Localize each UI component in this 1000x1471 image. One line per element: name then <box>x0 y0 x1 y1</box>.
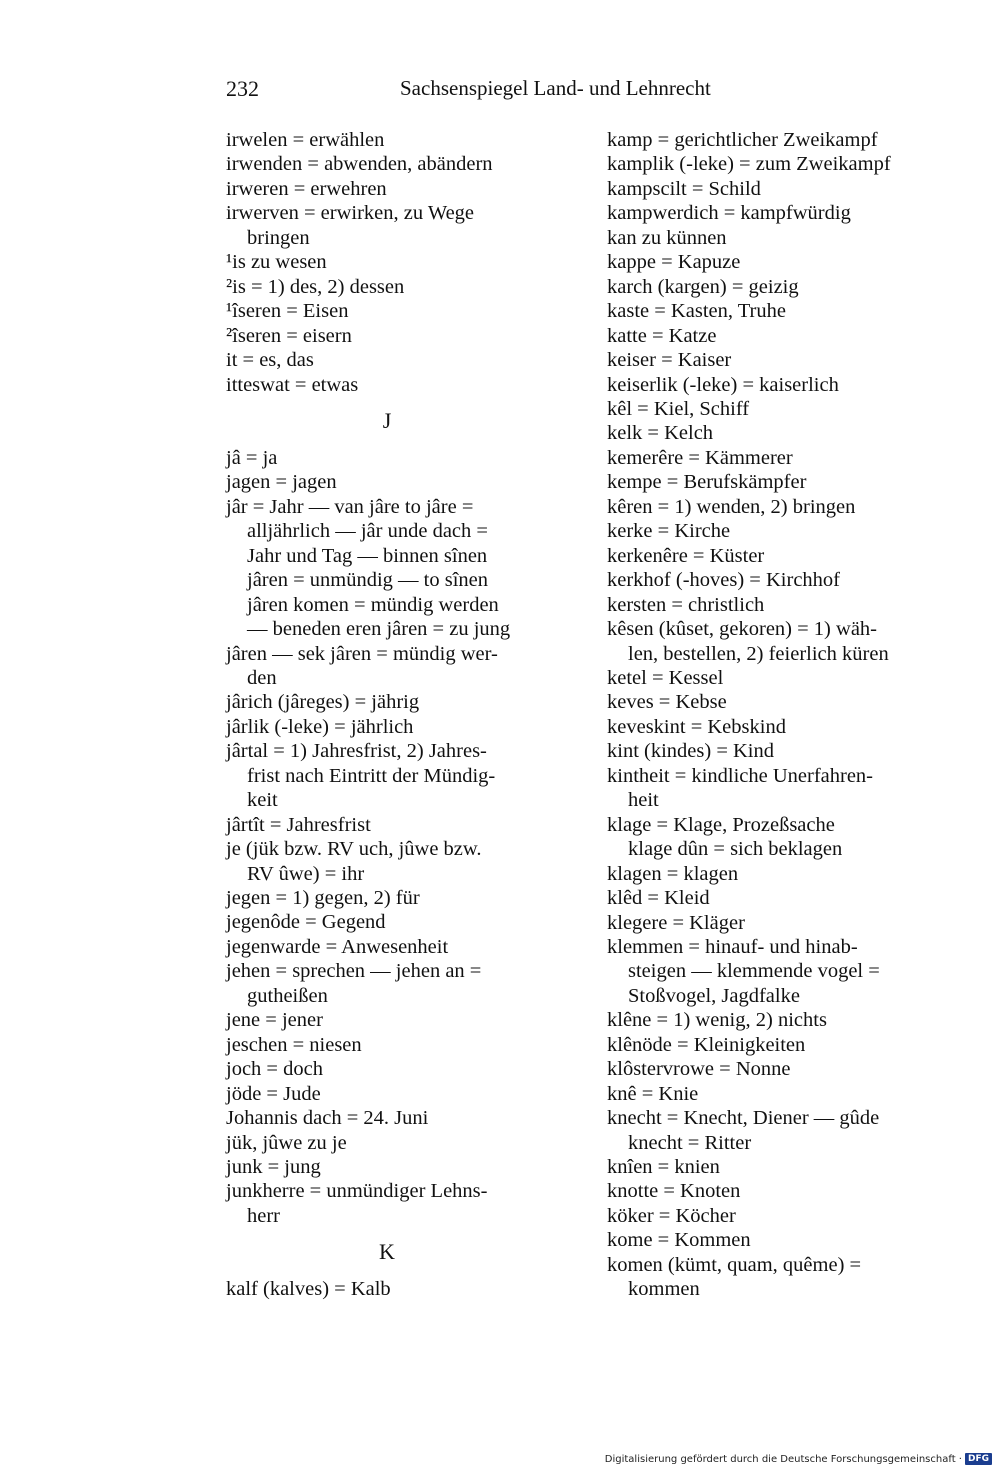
glossary-entry <box>607 373 929 397</box>
entry-line: irwenden = abwenden, abändern <box>226 153 493 176</box>
entry-line: it = es, das <box>226 349 314 372</box>
glossary-entry <box>607 911 929 935</box>
glossary-entry <box>226 1131 548 1155</box>
entry-continuation-line: bringen <box>247 226 310 249</box>
glossary-entry <box>226 373 548 397</box>
entry-line: kampwerdich = kampfwürdig <box>607 202 851 225</box>
entry-line: klagen = klagen <box>607 862 739 885</box>
glossary-entry <box>607 739 929 763</box>
entry-line: kêren = 1) wenden, 2) bringen <box>607 495 856 518</box>
entry-line: katte = Katze <box>607 324 717 347</box>
glossary-entry <box>226 886 548 910</box>
page-header <box>0 76 1000 110</box>
entry-line: klemmen = hinauf- und hinab- <box>607 935 858 958</box>
glossary-entry <box>607 544 929 568</box>
entry-line: junk = jung <box>226 1156 321 1179</box>
entry-line: kappe = Kapuze <box>607 251 741 274</box>
entry-line: irweren = erwehren <box>226 177 387 200</box>
glossary-entry <box>607 1033 929 1057</box>
glossary-entry <box>226 837 548 886</box>
entry-line: ²îseren = eisern <box>226 324 352 347</box>
left-column <box>226 128 548 1302</box>
entry-line: klênöde = Kleinigkeiten <box>607 1033 806 1056</box>
glossary-entry <box>226 470 548 494</box>
entry-line: jegen = 1) gegen, 2) für <box>226 887 420 910</box>
entry-line: kampscilt = Schild <box>607 177 761 200</box>
entry-line: jârtal = 1) Jahresfrist, 2) Jahres- <box>226 740 487 763</box>
glossary-entry <box>607 715 929 739</box>
entry-continuation-line: heit <box>628 789 659 812</box>
entry-line: ¹îseren = Eisen <box>226 300 349 323</box>
glossary-entry <box>607 152 929 176</box>
glossary-entry <box>607 201 929 225</box>
glossary-entry <box>226 715 548 739</box>
entry-line: karch (kargen) = geizig <box>607 275 799 298</box>
glossary-entry <box>607 617 929 666</box>
glossary-entry <box>226 324 548 348</box>
entry-line: kerke = Kirche <box>607 520 731 543</box>
glossary-entry <box>607 886 929 910</box>
entry-line: ¹is zu wesen <box>226 251 327 274</box>
glossary-entry <box>607 1155 929 1179</box>
entry-line: kerkhof (-hoves) = Kirchhof <box>607 569 840 592</box>
entry-line: kome = Kommen <box>607 1229 751 1252</box>
glossary-entry <box>226 739 548 812</box>
entry-line: klêne = 1) wenig, 2) nichts <box>607 1009 827 1032</box>
glossary-entry <box>226 935 548 959</box>
entry-line: klage = Klage, Prozeßsache <box>607 813 835 836</box>
glossary-entry <box>226 959 548 1008</box>
entry-line: keveskint = Kebskind <box>607 715 786 738</box>
entry-line: knê = Knie <box>607 1082 699 1105</box>
entry-line: kint (kindes) = Kind <box>607 740 775 763</box>
entry-continuation-line: frist nach Eintritt der Mündig- <box>247 764 496 787</box>
section-letter: K <box>379 1239 395 1265</box>
entry-line: komen (kümt, quam, quême) = <box>607 1253 862 1276</box>
entry-line: jârtît = Jahresfrist <box>226 813 371 836</box>
entry-line: keiserlik (-leke) = kaiserlich <box>607 373 839 396</box>
glossary-entry <box>226 910 548 934</box>
glossary-entry <box>607 1253 929 1302</box>
entry-line: jegenôde = Gegend <box>226 911 386 934</box>
glossary-entry <box>607 421 929 445</box>
entry-line: kamp = gerichtlicher Zweikampf <box>607 129 878 151</box>
glossary-entry <box>607 1228 929 1252</box>
glossary-entry <box>607 495 929 519</box>
entry-line: kelk = Kelch <box>607 422 714 445</box>
entry-continuation-line: kommen <box>628 1278 700 1301</box>
entry-line: jehen = sprechen — jehen an = <box>226 960 482 983</box>
entry-continuation-line: keit <box>247 789 278 812</box>
section-letter: J <box>382 407 392 433</box>
entry-continuation-line: jâren komen = mündig werden <box>247 593 499 616</box>
entry-line: klôstervrowe = Nonne <box>607 1058 791 1081</box>
entry-line: Johannis dach = 24. Juni <box>226 1107 429 1130</box>
dfg-logo: DFG <box>965 1453 992 1465</box>
glossary-entry <box>607 593 929 617</box>
glossary-entry <box>607 348 929 372</box>
glossary-entry <box>226 128 548 152</box>
entry-continuation-line: herr <box>247 1204 281 1227</box>
entry-continuation-line: Jahr und Tag — binnen sînen <box>247 544 488 567</box>
entry-continuation-line: alljährlich — jâr unde dach = <box>247 520 488 543</box>
entry-continuation-line: gutheißen <box>247 984 328 1007</box>
glossary-entry <box>226 348 548 372</box>
entry-line: jârich (jâreges) = jährig <box>226 691 420 714</box>
glossary-entry <box>607 1179 929 1203</box>
entry-line: jârlik (-leke) = jährlich <box>226 715 414 738</box>
glossary-entry <box>226 1277 548 1301</box>
glossary-entry <box>607 324 929 348</box>
entry-continuation-line: — beneden eren jâren = zu jung <box>247 618 511 641</box>
entry-continuation-line: RV ûwe) = ihr <box>247 862 365 885</box>
glossary-entry <box>607 862 929 886</box>
entry-line: jâ = ja <box>226 446 278 469</box>
entry-line: klêd = Kleid <box>607 887 710 910</box>
entry-line: kerkenêre = Küster <box>607 544 765 567</box>
entry-line: köker = Köcher <box>607 1204 736 1227</box>
entry-continuation-line: klage dûn = sich beklagen <box>628 838 843 861</box>
entry-line: jegenwarde = Anwesenheit <box>226 935 449 958</box>
glossary-entry <box>226 201 548 250</box>
glossary-entry <box>607 250 929 274</box>
glossary-entry <box>226 1179 548 1228</box>
entry-line: jük, jûwe zu je <box>226 1131 347 1154</box>
entry-line: knecht = Knecht, Diener — gûde <box>607 1107 880 1130</box>
entry-continuation-line: Stoßvogel, Jagdfalke <box>628 984 800 1007</box>
glossary-entry <box>226 177 548 201</box>
glossary-entry <box>226 250 548 274</box>
entry-line: knîen = knien <box>607 1156 720 1179</box>
entry-continuation-line: len, bestellen, 2) feierlich küren <box>628 642 889 665</box>
entry-line: jâren — sek jâren = mündig wer- <box>226 642 498 665</box>
glossary-entry <box>226 1033 548 1057</box>
glossary-entry <box>226 1057 548 1081</box>
entry-line: ketel = Kessel <box>607 666 724 689</box>
entry-line: kan zu künnen <box>607 226 727 249</box>
entry-continuation-line: knecht = Ritter <box>628 1131 752 1154</box>
glossary-entry <box>226 690 548 714</box>
glossary-entry <box>226 1106 548 1130</box>
glossary-entry <box>607 226 929 250</box>
glossary-entry <box>607 1204 929 1228</box>
entry-line: kintheit = kindliche Unerfahren- <box>607 764 874 787</box>
glossary-entry <box>607 470 929 494</box>
entry-line: jâr = Jahr — van jâre to jâre = <box>226 495 474 518</box>
entry-line: kempe = Berufskämpfer <box>607 471 807 494</box>
entry-line: kemerêre = Kämmerer <box>607 446 793 469</box>
entry-line: knotte = Knoten <box>607 1180 741 1203</box>
glossary-entry <box>607 764 929 813</box>
glossary-entry <box>607 1106 929 1155</box>
entry-line: kêl = Kiel, Schiff <box>607 397 750 420</box>
page-number: 232 <box>226 76 259 101</box>
glossary-entry <box>607 1008 929 1032</box>
glossary-entry <box>226 1082 548 1106</box>
glossary-entry <box>607 1057 929 1081</box>
glossary-entry <box>607 128 929 152</box>
entry-line: kêsen (kûset, gekoren) = 1) wäh- <box>607 618 877 641</box>
entry-continuation-line: den <box>247 666 277 689</box>
footer <box>605 1453 992 1465</box>
entry-line: irwerven = erwirken, zu Wege <box>226 202 475 225</box>
entry-line: kersten = christlich <box>607 593 765 616</box>
glossary-entry <box>607 397 929 421</box>
glossary-entry <box>607 275 929 299</box>
footer-credit: Digitalisierung gefördert durch die Deutsche Forschungsgemeinschaft · <box>604 1453 962 1465</box>
entry-line: kalf (kalves) = Kalb <box>226 1278 391 1301</box>
entry-line: keiser = Kaiser <box>607 349 732 372</box>
glossary-entry <box>226 275 548 299</box>
glossary-entry <box>607 299 929 323</box>
entry-line: kaste = Kasten, Truhe <box>607 300 786 323</box>
glossary-entry <box>607 446 929 470</box>
glossary-entry <box>226 1155 548 1179</box>
glossary-entry <box>226 446 548 470</box>
glossary-entry <box>607 935 929 1008</box>
entry-line: itteswat = etwas <box>226 373 359 396</box>
glossary-entry <box>607 177 929 201</box>
entry-line: je (jük bzw. RV uch, jûwe bzw. <box>226 838 482 861</box>
entry-line: jöde = Jude <box>226 1082 321 1105</box>
glossary-entry <box>607 813 929 862</box>
entry-continuation-line: jâren = unmündig — to sînen <box>247 569 489 592</box>
right-column <box>607 128 929 1302</box>
glossary-entry <box>226 152 548 176</box>
glossary-entry <box>607 690 929 714</box>
glossary-entry <box>607 568 929 592</box>
entry-line: irwelen = erwählen <box>226 129 385 151</box>
glossary-entry <box>226 1008 548 1032</box>
entry-line: jene = jener <box>226 1009 323 1032</box>
entry-line: ²is = 1) des, 2) dessen <box>226 275 405 298</box>
entry-line: klegere = Kläger <box>607 911 745 934</box>
glossary-entry <box>226 299 548 323</box>
entry-continuation-line: steigen — klemmende vogel = <box>628 960 880 983</box>
entry-line: keves = Kebse <box>607 691 727 714</box>
running-title: Sachsenspiegel Land- und Lehnrecht <box>400 76 711 100</box>
glossary-entry <box>226 813 548 837</box>
glossary-entry <box>607 1082 929 1106</box>
entry-line: joch = doch <box>226 1058 323 1081</box>
entry-line: jagen = jagen <box>226 471 337 494</box>
entry-line: kamplik (-leke) = zum Zweikampf <box>607 153 891 176</box>
entry-line: junkherre = unmündiger Lehns- <box>226 1180 488 1203</box>
entry-line: jeschen = niesen <box>226 1033 362 1056</box>
glossary-entry <box>226 495 548 642</box>
glossary-entry <box>607 519 929 543</box>
glossary-entry <box>226 642 548 691</box>
glossary-entry <box>607 666 929 690</box>
